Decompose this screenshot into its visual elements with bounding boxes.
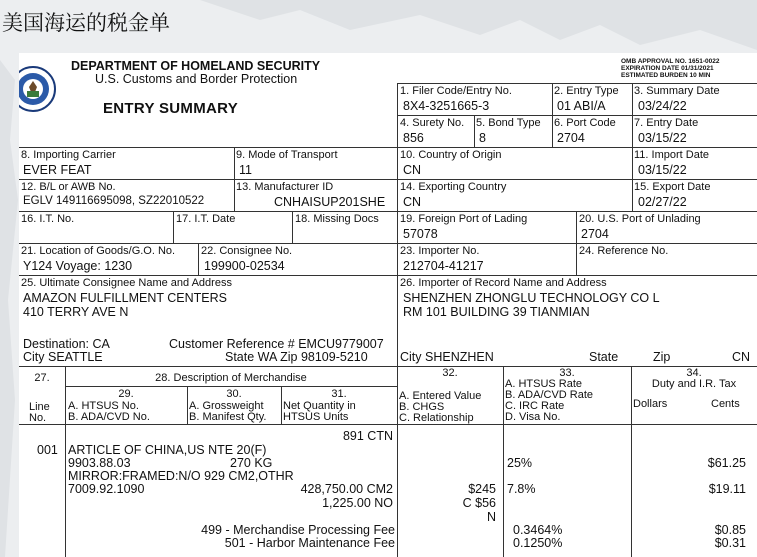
- carton-count: 891 CTN: [342, 429, 393, 443]
- mpf-rate: 0.3464%: [513, 523, 563, 537]
- page-title: 美国海运的税金单: [2, 11, 170, 35]
- ultimate-consignee-address: 410 TERRY AVE N: [23, 305, 129, 319]
- manifest-qty-label: B. Manifest Qty.: [189, 411, 267, 423]
- lading-label: 19. Foreign Port of Lading: [400, 213, 528, 225]
- dhs-seal-icon: [19, 65, 57, 113]
- unlading-label: 20. U.S. Port of Unlading: [579, 213, 701, 225]
- relationship-value: N: [486, 510, 496, 524]
- hmf-label: 501 - Harbor Maintenance Fee: [224, 536, 395, 550]
- goods-location-label: 21. Location of Goods/G.O. No.: [21, 245, 176, 257]
- summary-date-label: 3. Summary Date: [634, 85, 720, 97]
- importer-address: RM 101 BUILDING 39 TIANMIAN: [403, 305, 590, 319]
- omb-approval: OMB APPROVAL NO. 1651-0022 EXPIRATION DATE 01/31/2021 ESTIMATED BURDEN 10 MIN: [621, 58, 720, 79]
- filer-code-value: 8X4-3251665-3: [403, 99, 490, 113]
- importer-state-label: State: [589, 350, 619, 364]
- carrier-value: EVER FEAT: [23, 163, 92, 177]
- summary-date-value: 03/24/22: [638, 99, 687, 113]
- destination: Destination: CA: [23, 337, 110, 351]
- line-weight: 270 KG: [230, 456, 273, 470]
- origin-value: CN: [403, 163, 422, 177]
- entry-summary-form: [19, 53, 757, 557]
- cents-label: Cents: [711, 398, 740, 410]
- bl-value: EGLV 149116695098, SZ22010522: [23, 195, 205, 207]
- ultimate-consignee-name: AMAZON FULFILLMENT CENTERS: [23, 291, 227, 305]
- export-date-value: 02/27/22: [638, 195, 687, 209]
- importer-country: CN: [732, 350, 751, 364]
- unlading-value: 2704: [581, 227, 609, 241]
- ultimate-consignee-label: 25. Ultimate Consignee Name and Address: [21, 277, 232, 289]
- duty-tax-header: Duty and I.R. Tax: [651, 378, 737, 390]
- relationship-label: C. Relationship: [399, 412, 474, 424]
- it-date-label: 17. I.T. Date: [176, 213, 236, 225]
- htsus-label: A. HTSUS No.: [68, 400, 139, 412]
- manufacturer-label: 13. Manufacturer ID: [236, 181, 334, 193]
- customer-reference: Customer Reference # EMCU9779007: [169, 337, 384, 351]
- origin-label: 10. Country of Origin: [400, 149, 502, 161]
- col-27-header: 27.: [34, 372, 50, 384]
- importer-zip-label: Zip: [653, 350, 671, 364]
- importer-no-label: 23. Importer No.: [400, 245, 480, 257]
- entry-type-label: 2. Entry Type: [554, 85, 619, 97]
- duty-2: $19.11: [708, 482, 746, 496]
- entry-type-value: 01 ABI/A: [557, 99, 606, 113]
- manufacturer-value: CNHAISUP201SHE: [274, 195, 386, 209]
- filer-code-label: 1. Filer Code/Entry No.: [400, 85, 512, 97]
- import-date-value: 03/15/22: [638, 163, 687, 177]
- col-30-header: 30.: [226, 388, 242, 400]
- col-28-header: 28. Description of Merchandise: [155, 372, 307, 384]
- consignee-state-zip: State WA Zip 98109-5210: [225, 350, 368, 364]
- line-hts-1: 9903.88.03: [68, 456, 131, 470]
- line-label-1: Line: [29, 401, 50, 413]
- reference-label: 24. Reference No.: [579, 245, 669, 257]
- transport-value: 11: [239, 163, 252, 177]
- agency-name: U.S. Customs and Border Protection: [95, 72, 298, 86]
- port-code-label: 6. Port Code: [554, 117, 616, 129]
- rate-1: 25%: [507, 456, 533, 470]
- rate-2: 7.8%: [507, 482, 536, 496]
- carrier-label: 8. Importing Carrier: [21, 149, 116, 161]
- consignee-no-value: 199900-02534: [204, 259, 285, 273]
- hmf-rate: 0.1250%: [513, 536, 563, 550]
- line-number: 001: [37, 443, 58, 457]
- bond-type-label: 5. Bond Type: [476, 117, 541, 129]
- line-description-2: MIRROR:FRAMED:N/O 929 CM2,OTHR: [68, 469, 294, 483]
- entry-date-label: 7. Entry Date: [634, 117, 699, 129]
- goods-location-value: Y124 Voyage: 1230: [23, 259, 133, 273]
- surety-label: 4. Surety No.: [400, 117, 465, 129]
- net-quantity-label: Net Quantity in: [283, 400, 356, 412]
- ada-cvd-rate-label: B. ADA/CVD Rate: [505, 389, 594, 401]
- export-country-value: CN: [403, 195, 422, 209]
- it-no-label: 16. I.T. No.: [21, 213, 75, 225]
- importer-record-label: 26. Importer of Record Name and Address: [400, 277, 607, 289]
- entry-date-value: 03/15/22: [638, 131, 687, 145]
- department-name: DEPARTMENT OF HOMELAND SECURITY: [71, 59, 321, 73]
- ada-cvd-label: B. ADA/CVD No.: [68, 411, 150, 423]
- col-29-header: 29.: [118, 388, 134, 400]
- chgs-value: C $56: [462, 496, 496, 510]
- visa-no-label: D. Visa No.: [505, 411, 561, 423]
- mpf-amount: $0.85: [714, 523, 746, 537]
- transport-label: 9. Mode of Transport: [236, 149, 338, 161]
- duty-1: $61.25: [707, 456, 746, 470]
- surety-value: 856: [403, 131, 424, 145]
- col-33-header: 33.: [559, 367, 575, 379]
- line-qty-2: 1,225.00 NO: [322, 496, 393, 510]
- consignee-city: City SEATTLE: [23, 350, 103, 364]
- lading-value: 57078: [403, 227, 438, 241]
- dollars-label: Dollars: [633, 398, 668, 410]
- chgs-label: B. CHGS: [399, 401, 445, 413]
- line-qty-1: 428,750.00 CM2: [300, 482, 393, 496]
- line-label-2: No.: [29, 412, 47, 424]
- bond-type-value: 8: [479, 131, 486, 145]
- htsus-units-label: HTSUS Units: [283, 411, 349, 423]
- consignee-no-label: 22. Consignee No.: [201, 245, 293, 257]
- col-31-header: 31.: [331, 388, 347, 400]
- importer-no-value: 212704-41217: [403, 259, 484, 273]
- entered-value-label: A. Entered Value: [399, 390, 482, 402]
- mpf-label: 499 - Merchandise Processing Fee: [201, 523, 395, 537]
- export-date-label: 15. Export Date: [634, 181, 711, 193]
- export-country-label: 14. Exporting Country: [400, 181, 507, 193]
- missing-docs-label: 18. Missing Docs: [295, 213, 379, 225]
- irc-rate-label: C. IRC Rate: [505, 400, 565, 412]
- port-code-value: 2704: [557, 131, 585, 145]
- col-32-header: 32.: [442, 367, 458, 379]
- entered-value: $245: [468, 482, 496, 496]
- hmf-amount: $0.31: [714, 536, 746, 550]
- grossweight-label: A. Grossweight: [189, 400, 264, 412]
- bl-label: 12. B/L or AWB No.: [21, 181, 116, 193]
- line-description: ARTICLE OF CHINA,US NTE 20(F): [68, 443, 267, 457]
- import-date-label: 11. Import Date: [634, 149, 709, 161]
- form-title: ENTRY SUMMARY: [103, 100, 239, 117]
- htsus-rate-label: A. HTSUS Rate: [505, 378, 583, 390]
- importer-city: City SHENZHEN: [400, 350, 494, 364]
- col-34-header: 34.: [686, 367, 702, 379]
- importer-name: SHENZHEN ZHONGLU TECHNOLOGY CO L: [403, 291, 660, 305]
- line-hts-2: 7009.92.1090: [68, 482, 145, 496]
